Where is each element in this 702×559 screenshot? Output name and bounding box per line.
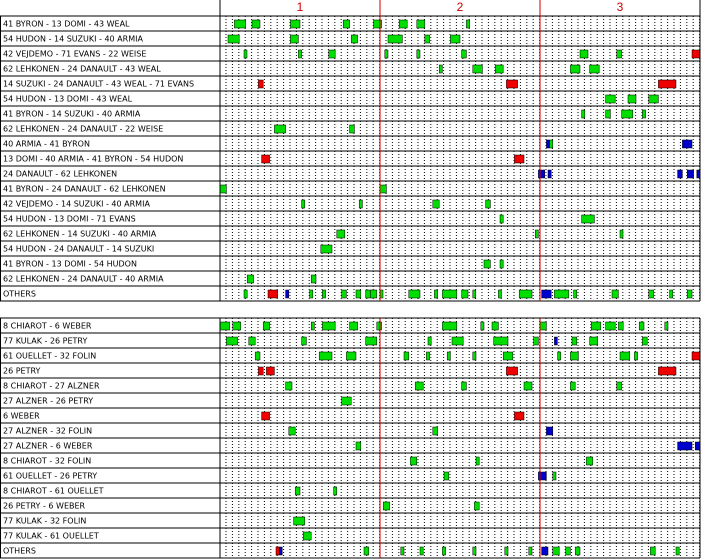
row (3, 245, 332, 254)
shift-bar (417, 50, 420, 58)
row (3, 260, 503, 269)
row (3, 80, 676, 89)
shift-bar (473, 65, 483, 73)
row (3, 337, 647, 346)
shift-bar (370, 290, 376, 298)
shift-bar (258, 367, 263, 375)
shift-bar (682, 140, 692, 148)
shift-bar (606, 95, 616, 103)
row (3, 487, 337, 496)
shift-bar (554, 337, 557, 345)
shift-bar (377, 322, 382, 330)
shift-bar (268, 290, 278, 298)
row-label: 61 OUELLET - 26 PETRY (3, 471, 98, 481)
shift-bar (388, 35, 402, 43)
shift-bar (658, 367, 676, 375)
shift-bar (302, 337, 307, 345)
row-label: 27 ALZNER - 32 FOLIN (3, 426, 93, 436)
shift-bar (514, 412, 524, 420)
shift-bar (342, 397, 352, 405)
shift-bar (678, 442, 692, 450)
shift-bar (687, 290, 692, 298)
shift-bar (298, 50, 301, 58)
shift-bar (658, 80, 676, 88)
row-label: 62 LEHKONEN - 24 DANAULT - 40 ARMIA (3, 274, 164, 284)
row (3, 382, 622, 391)
shift-bar (342, 290, 347, 298)
shift-bar (228, 35, 239, 43)
shift-bar (617, 50, 622, 58)
shift-bar (582, 215, 595, 223)
shift-bar (606, 322, 616, 330)
shift-bar (570, 65, 580, 73)
row-label: 41 BYRON - 14 SUZUKI - 40 ARMIA (3, 109, 141, 119)
row (3, 275, 316, 284)
shift-bar (542, 290, 552, 298)
row-label: 62 LEHKONEN - 24 DANAULT - 43 WEAL (3, 64, 161, 74)
row (3, 50, 700, 59)
shift-bar (434, 290, 437, 298)
row (3, 230, 623, 239)
row-label: 6 WEBER (3, 411, 40, 421)
shift-bar (310, 290, 313, 298)
shift-bar (366, 337, 377, 345)
shift-bar (473, 290, 476, 298)
shift-bar (364, 547, 369, 555)
period-label-1: 1 (296, 0, 304, 14)
row (3, 397, 351, 406)
shift-bar (233, 322, 241, 330)
shift-bar (620, 230, 623, 238)
row (3, 185, 386, 194)
shift-bar (617, 382, 622, 390)
shift-bar (311, 322, 314, 330)
row (3, 367, 676, 376)
shift-bar (553, 547, 559, 555)
shift-bar (575, 547, 580, 555)
shift-bar (494, 337, 508, 345)
period-label-2: 2 (456, 0, 464, 14)
shift-bar (399, 20, 407, 28)
row-label: 26 PETRY - 6 WEBER (3, 501, 86, 511)
shift-bar (462, 382, 467, 390)
shift-bar (519, 290, 532, 298)
row-label: 14 SUZUKI - 24 DANAULT - 43 WEAL - 71 EVANS (3, 79, 195, 89)
shift-bar (566, 547, 571, 555)
row-label: OTHERS (3, 289, 36, 299)
row-label: 13 DOMI - 40 ARMIA - 41 BYRON - 54 HUDON (3, 154, 184, 164)
shift-bar (425, 35, 430, 43)
shift-bar (350, 125, 355, 133)
row-label: 8 CHIAROT - 27 ALZNER (3, 381, 100, 391)
shift-bar (286, 382, 292, 390)
shift-bar (266, 367, 274, 375)
row (3, 110, 646, 119)
shift-bar (474, 502, 479, 510)
row (3, 200, 490, 209)
shift-bar (383, 502, 389, 510)
shift-bar (334, 487, 337, 495)
panel-1 (0, 16, 700, 301)
shift-bar (462, 50, 467, 58)
shift-bar (642, 337, 647, 345)
row-label: 77 KULAK - 61 OUELLET (3, 531, 99, 541)
shift-bar (450, 35, 460, 43)
row-label: 41 BYRON - 13 DOMI - 43 WEAL (3, 19, 130, 29)
shift-bar (505, 547, 508, 555)
period-label-3: 3 (616, 0, 624, 14)
shift-bar (500, 260, 503, 268)
row-label: 8 CHIAROT - 32 FOLIN (3, 456, 92, 466)
shift-bar (289, 427, 295, 435)
shift-bar (447, 352, 450, 360)
shift-bar (538, 170, 544, 178)
row-label: 54 HUDON - 24 DANAULT - 14 SUZUKI (3, 244, 155, 254)
row-label: 42 VEJDEMO - 71 EVANS - 22 WEISE (3, 49, 147, 59)
shift-bar (337, 230, 345, 238)
row (3, 35, 460, 44)
shift-bar (346, 352, 356, 360)
row-label: 42 VEJDEMO - 14 SUZUKI - 40 ARMIA (3, 199, 150, 209)
shift-bar (295, 487, 300, 495)
shift-bar (542, 547, 548, 555)
shift-bar (356, 442, 361, 450)
shift-bar (290, 35, 298, 43)
shift-bar (620, 352, 630, 360)
shift-bar (695, 442, 700, 450)
shift-bar (226, 337, 237, 345)
shift-bar (473, 547, 476, 555)
row (3, 352, 700, 361)
shift-bar (380, 185, 386, 193)
shift-bar (444, 472, 449, 480)
row-label: 41 BYRON - 13 DOMI - 54 HUDON (3, 259, 137, 269)
shift-bar (442, 322, 456, 330)
row (3, 457, 593, 466)
shift-bar (452, 337, 463, 345)
shift-bar (220, 322, 230, 330)
shift-bar (258, 80, 263, 88)
shift-bar (590, 337, 598, 345)
row (3, 472, 556, 481)
shift-bar (426, 352, 429, 360)
shift-bar (550, 140, 553, 148)
shift-bar (351, 35, 357, 43)
shift-bar (359, 200, 362, 208)
shift-bar (481, 322, 484, 330)
shift-bar (650, 547, 655, 555)
row (3, 170, 700, 179)
shift-bar (466, 20, 469, 28)
row-label: OTHERS (3, 546, 36, 556)
row-label: 8 CHIAROT - 6 WEBER (3, 321, 92, 331)
row-label: 62 LEHKONEN - 14 SUZUKI - 40 ARMIA (3, 229, 157, 239)
shift-bar (540, 322, 546, 330)
shift-bar (524, 382, 532, 390)
row-label: 26 PETRY (3, 366, 41, 376)
shift-bar (321, 245, 332, 253)
shift-bar (553, 472, 556, 480)
shift-bar (586, 457, 592, 465)
row (3, 155, 524, 164)
shift-bar (294, 517, 305, 525)
shift-bar (687, 170, 693, 178)
shift-bar (433, 427, 438, 435)
period-labels (297, 0, 624, 14)
shift-bar (409, 290, 420, 298)
panel-dotted-grid (226, 16, 700, 301)
shift-bar (262, 155, 270, 163)
shift-bar (642, 110, 645, 118)
shift-bar (535, 230, 538, 238)
row-label: 27 ALZNER - 6 WEBER (3, 441, 93, 451)
row-label: 27 ALZNER - 26 PETRY (3, 396, 94, 406)
shift-bar (366, 290, 371, 298)
shift-bar (302, 200, 305, 208)
shift-bar (263, 322, 269, 330)
shift-bar (322, 322, 335, 330)
row-label: 24 DANAULT - 62 LEHKONEN (3, 169, 118, 179)
row (3, 442, 700, 451)
shift-bar (286, 290, 289, 298)
row (3, 95, 658, 104)
row (3, 502, 479, 511)
shift-bar (580, 50, 588, 58)
shift-bar (572, 337, 577, 345)
panel-2 (0, 318, 700, 558)
row (3, 517, 305, 526)
row-label: 54 HUDON - 13 DOMI - 43 WEAL (3, 94, 133, 104)
shift-bar (500, 215, 503, 223)
shift-bar (606, 110, 611, 118)
shift-bar (618, 322, 623, 330)
shift-bar (234, 20, 245, 28)
shift-bar (417, 20, 425, 28)
row-label: 54 HUDON - 14 SUZUKI - 40 ARMIA (3, 34, 143, 44)
shift-bar (290, 20, 300, 28)
shift-bar (343, 20, 349, 28)
row-label: 54 HUDON - 13 DOMI - 71 EVANS (3, 214, 136, 224)
shift-bar (274, 125, 285, 133)
shift-bar (303, 532, 311, 540)
row (3, 125, 354, 134)
shift-bar (262, 412, 270, 420)
shift-bar (612, 290, 618, 298)
shift-bar (484, 260, 490, 268)
shift-bar (486, 200, 491, 208)
row-label: 41 BYRON - 24 DANAULT - 62 LEHKONEN (3, 184, 166, 194)
shift-bar (442, 290, 456, 298)
row-label: 77 KULAK - 26 PETRY (3, 336, 88, 346)
shift-bar (558, 352, 561, 360)
shift-bar (322, 290, 325, 298)
row (3, 65, 599, 74)
row-label: 62 LEHKONEN - 24 DANAULT - 22 WEISE (3, 124, 164, 134)
row-label: 61 OUELLET - 32 FOLIN (3, 351, 97, 361)
shift-bar (570, 382, 575, 390)
shift-bar (356, 290, 361, 298)
shift-bar (462, 290, 468, 298)
shift-bar (570, 352, 578, 360)
shift-bar (554, 290, 568, 298)
shift-bar (678, 170, 683, 178)
shift-bar (649, 95, 659, 103)
shift-bar (247, 275, 253, 283)
shift-bar (534, 337, 539, 345)
shift-bar (220, 185, 226, 193)
shift-bar (428, 337, 431, 345)
row (3, 532, 311, 541)
shift-bar (473, 352, 476, 360)
shift-bar (670, 290, 673, 298)
row-label: 8 CHIAROT - 61 OUELLET (3, 486, 104, 496)
shift-bar (404, 352, 409, 360)
shift-bar (498, 290, 501, 298)
shift-bar (649, 290, 654, 298)
row (3, 427, 553, 436)
shift-bar (415, 382, 423, 390)
shift-bar (546, 140, 549, 148)
shift-bar (252, 20, 260, 28)
shift-bar (255, 352, 260, 360)
shift-bar (639, 322, 644, 330)
shift-bar (276, 547, 279, 555)
shift-bar (574, 290, 577, 298)
shift-bar (329, 50, 335, 58)
shift-bar (492, 322, 498, 330)
shift-bar (503, 352, 513, 360)
shift-bar (311, 275, 316, 283)
shift-bar (676, 547, 679, 555)
shift-bar (514, 155, 524, 163)
row-label: 77 KULAK - 32 FOLIN (3, 516, 87, 526)
shift-bar (350, 322, 358, 330)
shift-bar (506, 367, 517, 375)
shift-bar (420, 547, 423, 555)
row (3, 20, 470, 29)
shift-bar (628, 95, 636, 103)
row (3, 322, 668, 331)
row (3, 215, 594, 224)
shift-bar (433, 200, 439, 208)
shift-bar (249, 337, 255, 345)
shift-bar (385, 50, 388, 58)
row (3, 140, 692, 149)
shift-bar (506, 80, 517, 88)
shift-bar (692, 352, 700, 360)
row (3, 412, 524, 421)
shift-bar (244, 50, 247, 58)
shift-bar (244, 290, 247, 298)
row (3, 547, 679, 556)
shift-bar (410, 457, 416, 465)
shift-bar (591, 322, 601, 330)
shift-bar (590, 65, 600, 73)
shift-bar (442, 547, 445, 555)
shift-bar (634, 352, 637, 360)
shift-bar (476, 457, 479, 465)
shift-bar (622, 110, 633, 118)
shift-bar (582, 110, 585, 118)
shift-bar (279, 547, 282, 555)
shift-bar (401, 547, 404, 555)
shift-bar (665, 322, 668, 330)
row-label: 40 ARMIA - 41 BYRON (3, 139, 90, 149)
shift-bar (439, 65, 442, 73)
row (3, 290, 692, 299)
shift-bar (319, 352, 332, 360)
shift-bar (546, 427, 552, 435)
shift-bar (529, 547, 532, 555)
shift-bar (692, 50, 700, 58)
shift-bar (495, 65, 503, 73)
shift-bar (548, 170, 551, 178)
